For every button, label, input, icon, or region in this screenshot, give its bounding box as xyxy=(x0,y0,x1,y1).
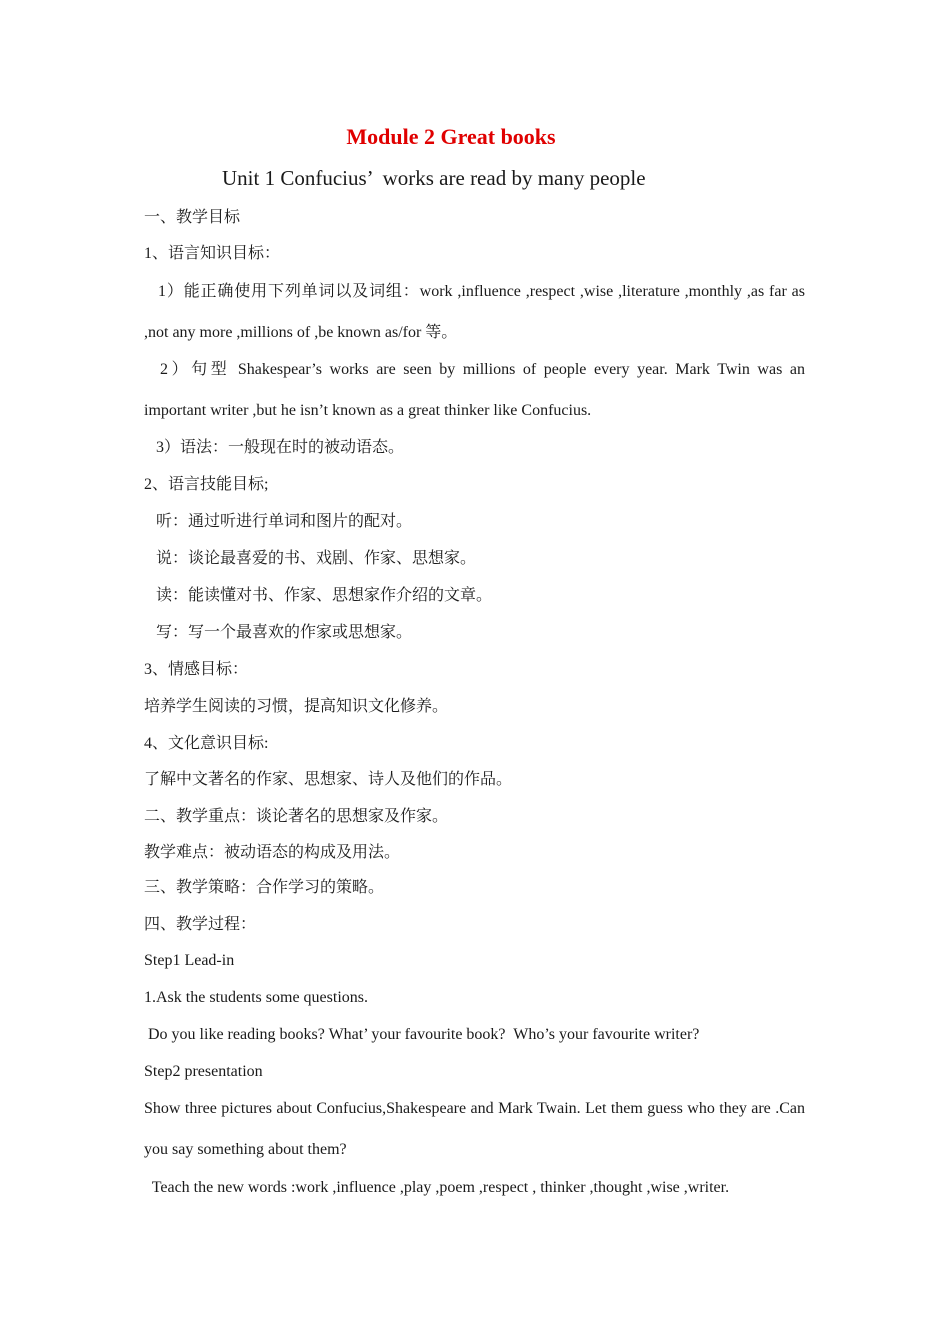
text-line: Teach the new words :work ,influence ,play ,poem ,respect , thinker ,thought ,wise ,writer. xyxy=(144,1179,730,1196)
paragraph: 2）句型 Shakespear’s works are seen by millions of people every year. Mark Twin was an important writer ,but he isn’t known as a great thinker like Confucius. xyxy=(144,361,805,419)
text-line: 听：通过听进行单词和图片的配对。 xyxy=(144,513,413,530)
subsection-heading: 4、文化意识目标: xyxy=(144,735,269,752)
subsection-heading: 3、情感目标： xyxy=(144,661,249,678)
paragraph: 1）能正确使用下列单词以及词组：work ,influence ,respect ,wise ,literature ,monthly ,as far as ,not any more ,millions of ,be known as/for 等。 xyxy=(144,283,805,341)
section-heading: 三、教学策略：合作学习的策略。 xyxy=(144,879,385,896)
text-line: 说：谈论最喜爱的书、戏剧、作家、思想家。 xyxy=(144,550,477,567)
text-line: 写：写一个最喜欢的作家或思想家。 xyxy=(144,624,413,641)
text-line: 培养学生阅读的习惯，提高知识文化修养。 xyxy=(144,698,449,715)
section-heading: 二、教学重点：谈论著名的思想家及作家。 xyxy=(144,808,449,825)
text-line: 读：能读懂对书、作家、思想家作介绍的文章。 xyxy=(144,587,493,604)
unit-title: Unit 1 Confucius’ works are read by many people xyxy=(222,166,646,190)
text-line: Do you like reading books? What’ your favourite book? Who’s your favourite writer? xyxy=(144,1026,700,1043)
paragraph: Show three pictures about Confucius,Shakespeare and Mark Twain. Let them guess who they are .Can you say something about them? xyxy=(144,1100,805,1158)
subsection-heading: 2、语言技能目标; xyxy=(144,476,269,493)
text-line: 教学难点：被动语态的构成及用法。 xyxy=(144,844,401,861)
subsection-heading: 1、语言知识目标： xyxy=(144,245,281,262)
text-line: 3）语法：一般现在时的被动语态。 xyxy=(144,439,405,456)
module-title: Module 2 Great books xyxy=(346,124,556,149)
section-heading: 一、教学目标 xyxy=(144,209,241,226)
step-heading: Step2 presentation xyxy=(144,1063,263,1080)
text-line: 了解中文著名的作家、思想家、诗人及他们的作品。 xyxy=(144,771,513,788)
section-heading: 四、教学过程： xyxy=(144,916,257,933)
step-heading: Step1 Lead-in xyxy=(144,952,235,969)
text-line: 1.Ask the students some questions. xyxy=(144,989,368,1006)
